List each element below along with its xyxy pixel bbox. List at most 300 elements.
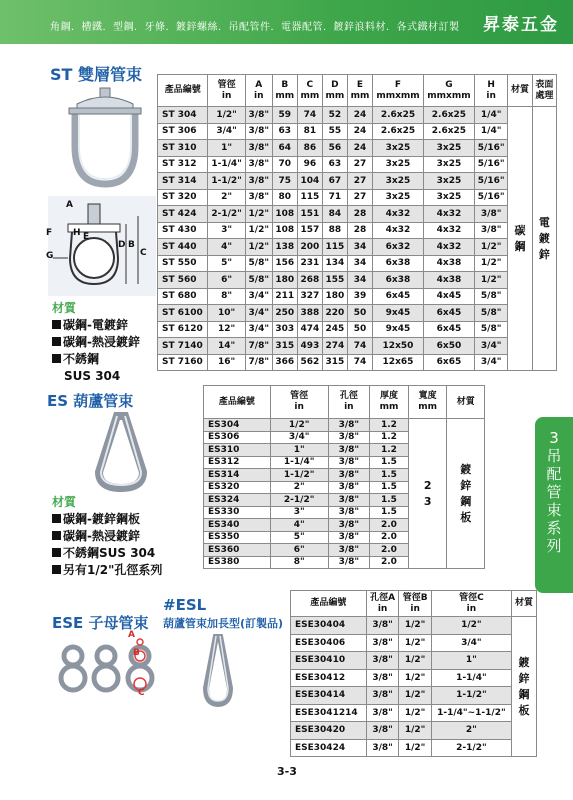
table-cell: 1" [208,140,245,157]
table-cell: 4x45 [423,288,474,305]
table-cell: 156 [272,255,297,272]
table-cell: 7/8" [245,338,272,355]
column-header: H in [474,75,507,107]
table-cell: 2" [208,189,245,206]
es-section-title: ES 葫蘆管束 [47,392,134,410]
table-cell: ST 560 [158,272,208,289]
column-header: 產品編號 [291,591,367,617]
table-cell: 56 [322,140,347,157]
table-row [158,354,557,371]
esl-product-image [198,634,238,709]
table-cell: ST 6100 [158,305,208,322]
table-cell: ES310 [204,444,271,457]
table-cell: 3x25 [423,189,474,206]
table-cell: ST 6120 [158,321,208,338]
table-cell: 5" [270,531,328,544]
st-material-item: SUS 304 [64,369,121,383]
table-row [291,669,537,687]
merged-cell: 鍍 鋅 鋼 板 [447,419,485,569]
table-row [158,305,557,322]
table-cell: 474 [297,321,322,338]
table-cell: 3/8" [328,494,370,507]
column-header: 管徑B in [399,591,432,617]
table-cell: 34 [347,272,372,289]
table-cell: 1/4" [474,123,507,140]
column-header: 厚度 mm [370,386,409,419]
table-cell: 3/4" [245,321,272,338]
table-cell: ES320 [204,481,271,494]
table-row [158,173,557,190]
es-materials-heading: 材質 [52,495,77,509]
table-cell: 2-1/2" [270,494,328,507]
table-cell: 1-1/2" [431,687,511,705]
table-cell: ES314 [204,469,271,482]
table-cell: 2.0 [370,544,409,557]
header-product-list: 角鋼．槽鐵．型鋼．牙條．鍍鋅螺絲．吊配管件．電器配管．鍍鋅浪料材．各式鐵材訂製 [50,22,460,33]
table-cell: 74 [297,107,322,124]
table-cell: 3/8" [328,481,370,494]
table-cell: 4x38 [423,255,474,272]
ese-label-a: A [128,630,135,640]
table-cell: ES380 [204,556,271,569]
table-row [158,156,557,173]
column-header: G mmxmm [423,75,474,107]
table-cell: 493 [297,338,322,355]
table-cell: 3/8" [328,444,370,457]
table-cell: 3/4" [245,305,272,322]
table-cell: ST 320 [158,189,208,206]
table-cell: 3/4" [245,288,272,305]
table-cell: 2.6x25 [423,107,474,124]
table-cell: 1.2 [370,419,409,432]
ese-section-title: ESE 子母管束 [52,614,149,632]
table-cell: ESE30412 [291,669,367,687]
table-cell: 3/8" [245,123,272,140]
column-header: 材質 [508,75,532,107]
table-cell: 1.5 [370,456,409,469]
table-cell: 2.0 [370,556,409,569]
table-cell: 5/16" [474,173,507,190]
table-row [291,704,537,722]
table-cell: 3/8" [328,544,370,557]
table-cell: 5/16" [474,189,507,206]
column-header: B mm [272,75,297,107]
table-cell: 245 [322,321,347,338]
table-cell: 1/2" [474,255,507,272]
table-cell: 3/4" [431,634,511,652]
table-cell: 1.5 [370,494,409,507]
table-cell: 4x32 [373,206,424,223]
table-cell: 3/8" [245,189,272,206]
table-cell: 6x65 [423,354,474,371]
table-cell: ES306 [204,431,271,444]
table-cell: 24 [347,140,372,157]
table-cell: 3/8" [366,687,399,705]
table-cell: 1" [431,652,511,670]
table-cell: ES324 [204,494,271,507]
table-cell: 50 [347,321,372,338]
table-cell: ES360 [204,544,271,557]
table-cell: ESE3041214 [291,704,367,722]
table-cell: 108 [272,206,297,223]
table-cell: 3/8" [245,173,272,190]
table-cell: 75 [272,173,297,190]
table-cell: 3/8" [328,469,370,482]
column-header: 孔徑A in [366,591,399,617]
table-cell: 1.5 [370,481,409,494]
table-cell: 3" [270,506,328,519]
table-cell: 4" [270,519,328,532]
ese-spec-table [290,590,537,757]
table-row [291,634,537,652]
table-cell: 1/2" [474,272,507,289]
table-cell: 1/2" [399,739,432,757]
merged-cell: 電 鍍 鋅 [532,107,556,371]
dim-label-b: B [128,240,135,250]
column-header: 材質 [511,591,536,617]
table-cell: 1/2" [474,239,507,256]
table-cell: 104 [297,173,322,190]
es-material-item: 不銹鋼SUS 304 [52,545,162,562]
table-cell: 3x25 [423,140,474,157]
table-cell: 5/16" [474,156,507,173]
table-row [158,222,557,239]
table-cell: 67 [322,173,347,190]
table-cell: 1/2" [270,419,328,432]
table-cell: 7/8" [245,354,272,371]
table-cell: 63 [272,123,297,140]
table-row [158,239,557,256]
table-cell: 366 [272,354,297,371]
table-row [204,419,485,432]
table-cell: 108 [272,222,297,239]
ese-label-b: B [133,648,140,658]
table-cell: 268 [297,272,322,289]
table-row [158,140,557,157]
table-cell: 1-1/4"~1-1/2" [431,704,511,722]
st-materials [52,300,140,385]
table-cell: 63 [322,156,347,173]
dim-label-g: G [46,251,54,261]
table-cell: 5" [208,255,245,272]
table-cell: 3x25 [423,156,474,173]
table-row [158,123,557,140]
table-cell: ST 440 [158,239,208,256]
table-cell: 1/2" [399,722,432,740]
table-cell: 3/8" [328,419,370,432]
table-cell: 1/2" [399,652,432,670]
table-cell: 52 [322,107,347,124]
table-cell: 74 [347,354,372,371]
table-cell: 3/8" [328,506,370,519]
table-cell: 315 [272,338,297,355]
table-cell: 27 [347,189,372,206]
table-cell: 59 [272,107,297,124]
table-row [291,739,537,757]
table-cell: 27 [347,156,372,173]
table-cell: 3/4" [474,338,507,355]
table-cell: 28 [347,222,372,239]
es-spec-table [203,385,485,569]
column-header: F mmxmm [373,75,424,107]
table-cell: 327 [297,288,322,305]
column-header: 產品編號 [158,75,208,107]
table-cell: ESE30406 [291,634,367,652]
es-materials [52,494,162,579]
page-number: 3-3 [277,765,297,778]
table-cell: 250 [272,305,297,322]
table-cell: 14" [208,338,245,355]
table-cell: 4x38 [423,272,474,289]
table-cell: 84 [322,206,347,223]
merged-cell: 鍍 鋅 鋼 板 [511,617,536,757]
table-cell: ES350 [204,531,271,544]
table-cell: 303 [272,321,297,338]
dim-label-h: H [73,228,81,238]
table-cell: 1-1/2" [270,469,328,482]
table-cell: ST 424 [158,206,208,223]
table-cell: 3/8" [366,722,399,740]
table-cell: 3/8" [245,156,272,173]
table-cell: 231 [297,255,322,272]
table-cell: 5/8" [474,305,507,322]
column-header: D mm [322,75,347,107]
table-row [291,617,537,635]
table-cell: 388 [297,305,322,322]
table-cell: 4x32 [423,206,474,223]
table-cell: 5/16" [474,140,507,157]
table-cell: ESE30404 [291,617,367,635]
table-cell: 180 [272,272,297,289]
table-cell: ST 680 [158,288,208,305]
table-cell: ST 550 [158,255,208,272]
table-cell: 1/2" [399,617,432,635]
table-cell: 3/8" [366,739,399,757]
column-header: 管徑 in [208,75,245,107]
section-side-tab [535,417,573,593]
table-cell: 5/8" [245,272,272,289]
column-header: 表面 處理 [532,75,556,107]
table-row [158,338,557,355]
table-cell: 3/8" [366,704,399,722]
table-cell: ES340 [204,519,271,532]
table-cell: 3x25 [373,173,424,190]
es-material-item: 另有1/2"孔徑系列 [52,562,162,579]
table-cell: 64 [272,140,297,157]
table-cell: 2" [431,722,511,740]
side-tab-label: 3吊配管束系列 [546,429,562,555]
table-cell: 16" [208,354,245,371]
table-cell: ES330 [204,506,271,519]
header-bar [0,0,573,44]
table-cell: 1/2" [245,239,272,256]
table-cell: 6x50 [423,338,474,355]
table-cell: 71 [322,189,347,206]
table-cell: 2.6x25 [373,123,424,140]
table-cell: 115 [297,189,322,206]
table-cell: 3/8" [245,107,272,124]
table-row [158,206,557,223]
table-cell: 8" [208,288,245,305]
table-cell: 50 [347,305,372,322]
table-cell: 12x50 [373,338,424,355]
table-cell: 9x45 [373,305,424,322]
st-product-image [57,86,152,191]
table-row [158,255,557,272]
table-cell: ST 310 [158,140,208,157]
esl-subtitle: 葫蘆管束加長型(訂製品) [163,617,284,630]
table-cell: ST 312 [158,156,208,173]
table-cell: 3" [208,222,245,239]
table-cell: 6x45 [423,305,474,322]
st-section-title: ST 雙層管束 [50,65,143,84]
table-cell: 12x65 [373,354,424,371]
st-materials-heading: 材質 [52,301,77,315]
dim-label-d: D [118,240,126,250]
table-cell: 1.2 [370,431,409,444]
table-row [291,652,537,670]
table-cell: 24 [347,123,372,140]
st-spec-table [157,74,557,371]
table-cell: 3x25 [373,189,424,206]
table-cell: 3/8" [328,556,370,569]
table-cell: 55 [322,123,347,140]
table-cell: 6" [270,544,328,557]
table-row [158,272,557,289]
table-cell: 24 [347,107,372,124]
table-row [158,189,557,206]
dim-label-c: C [140,248,147,258]
table-cell: ESE30420 [291,722,367,740]
es-material-item: 碳鋼-熱浸鍍鋅 [52,528,162,545]
table-cell: 1.5 [370,506,409,519]
table-cell: 4x32 [423,239,474,256]
st-material-item: 碳鋼-電鍍鋅 [52,317,140,334]
table-cell: ST 7160 [158,354,208,371]
brand-name: 昇泰五金 [483,15,559,35]
table-cell: 3/8" [245,140,272,157]
table-cell: 74 [347,338,372,355]
table-cell: 34 [347,239,372,256]
dim-label-a: A [66,200,73,210]
table-cell: 3/8" [366,652,399,670]
table-cell: 70 [272,156,297,173]
table-cell: ES304 [204,419,271,432]
table-cell: 88 [322,222,347,239]
st-material-item: 不銹鋼 [52,351,140,368]
table-cell: 4x32 [423,222,474,239]
column-header: 管徑C in [431,591,511,617]
table-cell: 4" [208,239,245,256]
table-cell: 39 [347,288,372,305]
table-cell: 3/8" [328,531,370,544]
table-cell: 5/8" [474,288,507,305]
table-cell: 96 [297,156,322,173]
table-cell: 155 [322,272,347,289]
table-cell: 151 [297,206,322,223]
table-cell: 3/4" [474,354,507,371]
table-cell: 1/2" [399,704,432,722]
table-cell: ESE30410 [291,652,367,670]
table-cell: 1-1/4" [208,156,245,173]
table-cell: 3/8" [474,206,507,223]
table-row [158,288,557,305]
table-cell: ESE30414 [291,687,367,705]
es-material-item: 碳鋼-鍍鋅鋼板 [52,511,162,528]
st-dimension-diagram [48,196,156,296]
table-cell: 157 [297,222,322,239]
table-cell: 2.0 [370,531,409,544]
column-header: 產品編號 [204,386,271,419]
table-cell: 1" [270,444,328,457]
table-cell: 3/8" [474,222,507,239]
table-cell: 3x25 [423,173,474,190]
table-cell: 5/8" [474,321,507,338]
ese-product-image [58,630,158,699]
es-product-image [85,412,160,492]
table-cell: 6x45 [423,321,474,338]
table-cell: 1/2" [245,222,272,239]
table-cell: 6x38 [373,255,424,272]
table-cell: 220 [322,305,347,322]
table-cell: 4x32 [373,222,424,239]
table-header-row [204,386,485,419]
table-cell: 1/2" [245,206,272,223]
column-header: 材質 [447,386,485,419]
esl-section-title: #ESL [163,596,207,614]
table-cell: 3x25 [373,140,424,157]
table-cell: 27 [347,173,372,190]
table-header-row [158,75,557,107]
table-cell: 3/8" [328,519,370,532]
table-cell: 2.0 [370,519,409,532]
table-row [158,321,557,338]
table-cell: 2.6x25 [423,123,474,140]
table-cell: 3/8" [366,634,399,652]
table-cell: 115 [322,239,347,256]
table-cell: 1/4" [474,107,507,124]
table-cell: 3/4" [208,123,245,140]
table-cell: 1.5 [370,469,409,482]
table-header-row [291,591,537,617]
table-cell: 138 [272,239,297,256]
column-header: 管徑 in [270,386,328,419]
column-header: C mm [297,75,322,107]
table-cell: 3/8" [328,456,370,469]
table-cell: 81 [297,123,322,140]
table-cell: 9x45 [373,321,424,338]
table-cell: 1-1/2" [208,173,245,190]
table-row [158,107,557,124]
table-cell: 1/2" [399,669,432,687]
table-cell: 8" [270,556,328,569]
table-cell: 3/8" [366,669,399,687]
column-header: 孔徑 in [328,386,370,419]
table-cell: 562 [297,354,322,371]
table-cell: 1-1/4" [270,456,328,469]
table-cell: 80 [272,189,297,206]
table-cell: 1/2" [431,617,511,635]
table-cell: 134 [322,255,347,272]
table-cell: ST 430 [158,222,208,239]
st-material-item: 碳鋼-熱浸鍍鋅 [52,334,140,351]
table-cell: 180 [322,288,347,305]
table-cell: ESE30424 [291,739,367,757]
table-cell: 200 [297,239,322,256]
table-cell: 1.2 [370,444,409,457]
table-cell: 28 [347,206,372,223]
table-cell: 315 [322,354,347,371]
